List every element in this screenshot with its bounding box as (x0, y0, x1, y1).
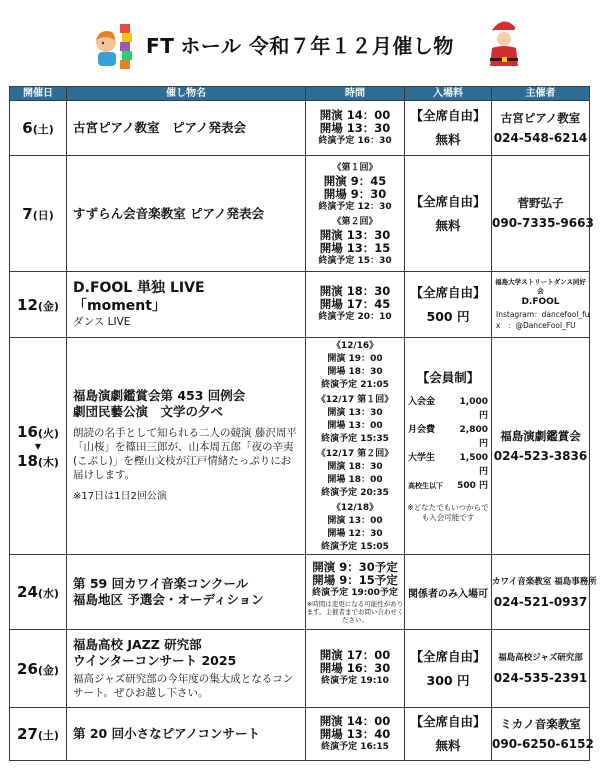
event-name: すずらん会音楽教室 ピアノ発表会 (67, 156, 306, 272)
event-admission: 【全席自由】 500 円 (405, 272, 492, 338)
event-name: 福島演劇鑑賞会第 453 回例会 劇団民藝公演 文学の夕べ 朗読の名手として知られる二人の競演 藤沢周平「山桜」を篠田三郎が、山本周五郎「夜の辛夷(こぶし)」を樫山文枝が江戸情緒たっぷりにお届けします。 ※17日は1日2回公演 (67, 338, 306, 555)
event-organizer: 福島演劇鑑賞会 024-523-3836 (492, 338, 590, 555)
event-admission: 【全席自由】 無料 (405, 101, 492, 156)
table-row (10, 272, 590, 338)
fee-row: 高校生以下 500 円 (408, 481, 488, 491)
event-organizer: 古宮ピアノ教室 024-548-6214 (492, 101, 590, 156)
event-organizer: 福島高校ジャズ研究部 024-535-2391 (492, 630, 590, 708)
event-name: 第 59 回カワイ音楽コンクール 福島地区 予選会・オーディション (67, 555, 306, 630)
col-header-organizer: 主催者 (492, 87, 590, 101)
event-admission: 【全席自由】 300 円 (405, 630, 492, 708)
event-date: 27(土) (10, 708, 67, 761)
event-time: 開演 17：00 開場 16：30 終演予定 19:10 (306, 630, 405, 708)
event-name: 古宮ピアノ教室 ピアノ発表会 (67, 101, 306, 156)
event-schedule-table (9, 86, 597, 761)
event-admission: 【会員制】 入会金 1,000 円 月会費 2,800 円 大学生 1,500 円 高校生以下 500 円 ※どなたでもいつからでも入会可能です (405, 338, 492, 555)
event-time: 《第１回》 開演 9：45 開場 9：30 終演予定 12：30 《第２回》 開演 13：30 開場 13：15 終演予定 15：30 (306, 156, 405, 272)
event-date: 12(金) (10, 272, 67, 338)
table-row (10, 101, 590, 156)
table-row (10, 708, 590, 761)
event-name: 福島高校 JAZZ 研究部 ウインターコンサート 2025 福高ジャズ研究部の今年度の集大成となるコンサート。ぜひお越し下さい。 (67, 630, 306, 708)
col-header-event: 催し物名 (67, 87, 306, 101)
fee-row: 大学生 1,500 円 (408, 453, 488, 477)
table-row (10, 338, 590, 555)
event-time: 開演 18：30 開場 17：45 終演予定 20：10 (306, 272, 405, 338)
santa-claus-illustration (484, 14, 524, 72)
col-header-time: 時間 (306, 87, 405, 101)
table-row (10, 630, 590, 708)
event-date: 6(土) (10, 101, 67, 156)
event-organizer: 福島大学ストリートダンス同好会 D.FOOL Instagram：dancefool_fu x ：@DanceFool_FU (492, 272, 590, 338)
event-date: 16(火) ▼ 18(木) (10, 338, 67, 555)
event-time: 開演 14：00 開場 13：30 終演予定 16：30 (306, 101, 405, 156)
table-row (10, 555, 590, 630)
table-header-row (10, 87, 590, 101)
event-admission: 【全席自由】 無料 (405, 708, 492, 761)
event-date: 7(日) (10, 156, 67, 272)
fee-row: 入会金 1,000 円 (408, 397, 488, 421)
event-time: 開演 14：00 開場 13：40 終演予定 16:15 (306, 708, 405, 761)
event-organizer: カワイ音楽教室 福島事務所 024-521-0937 (492, 555, 590, 630)
title-bar (0, 0, 600, 86)
fee-row: 月会費 2,800 円 (408, 425, 488, 449)
event-name: 第 20 回小さなピアノコンサート (67, 708, 306, 761)
event-time: 《12/16》 開演 19：00 開場 18：30 終演予定 21:05 《12/17 第１回》 開演 13：30 開場 13：00 終演予定 15:35 《12/17 第２回》 開演 18：30 開場 18：00 終演予定 20:35 《12/18》 開演 13：00 開場 12：30 終演予定 15:05 (306, 338, 405, 555)
date-range-arrow-icon: ▼ (34, 441, 42, 451)
event-organizer: ミカノ音楽教室 090-6250-6152 (492, 708, 590, 761)
col-header-date: 開催日 (10, 87, 67, 101)
col-header-admission: 入場料 (405, 87, 492, 101)
title-rest: ホール 令和７年１２月催し物 (180, 34, 454, 58)
event-admission: 関係者のみ入場可 (405, 555, 492, 630)
table-row (10, 156, 590, 272)
event-time: 開演 9：30予定 開場 9：15予定 終演予定 19:00予定 ※時間は変更になる可能性があります。主催者までお問い合わせください。 (306, 555, 405, 630)
event-admission: 【全席自由】 無料 (405, 156, 492, 272)
membership-fee-list (408, 395, 488, 493)
event-date: 24(水) (10, 555, 67, 630)
title-ft: FT (146, 34, 175, 58)
event-organizer: 菅野弘子 090-7335-9663 (492, 156, 590, 272)
event-date: 26(金) (10, 630, 67, 708)
event-name: D.FOOL 単独 LIVE 「moment」 ダンス LIVE (67, 272, 306, 338)
